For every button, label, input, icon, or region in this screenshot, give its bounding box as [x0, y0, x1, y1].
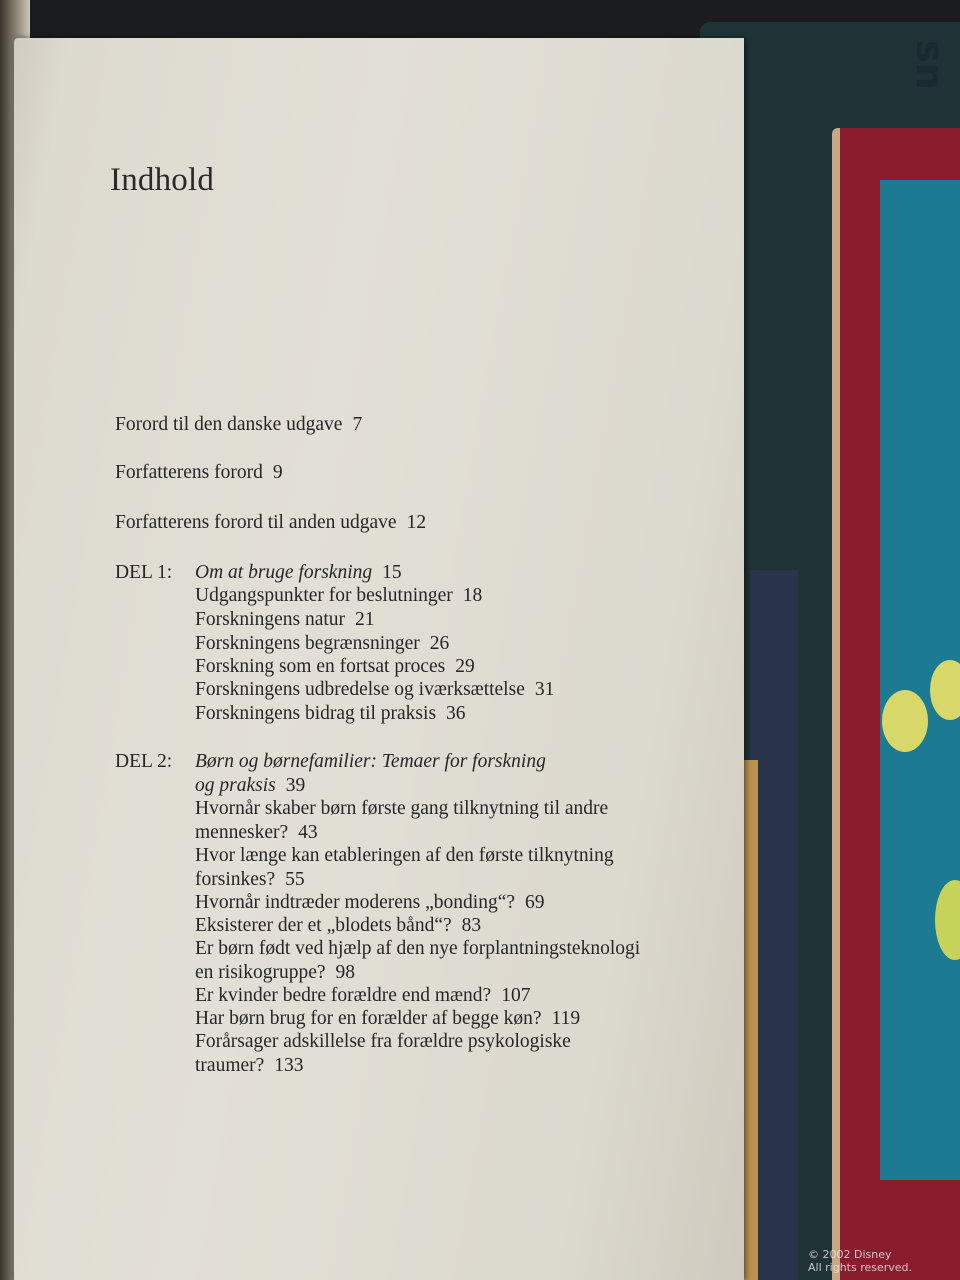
- toc-chapter-continued: [195, 869, 305, 891]
- toc-entry-page: 12: [406, 512, 427, 533]
- chapter-title: Udgangspunkter for beslutninger: [195, 585, 453, 606]
- book-page: [14, 38, 744, 1280]
- chapter-title: Forskningens bidrag til praksis: [195, 703, 437, 724]
- part-label: DEL 2:: [115, 751, 173, 772]
- toc-chapter: [195, 985, 530, 1007]
- toc-chapter-continued: [195, 1055, 304, 1077]
- chapter-page: 31: [534, 679, 555, 700]
- toc-entry-page: 9: [272, 462, 283, 483]
- chapter-page: 43: [298, 822, 318, 843]
- chapter-page: 29: [455, 656, 475, 677]
- chapter-title: Forskningens udbredelse og iværksættelse: [195, 679, 525, 700]
- part-title: og praksis: [195, 775, 276, 796]
- toc-chapter-continued: [195, 962, 355, 984]
- chapter-page: 36: [446, 703, 466, 724]
- part-title: Børn og børnefamilier: Temaer for forskning: [195, 751, 546, 772]
- chapter-page: 26: [429, 633, 450, 654]
- chapter-title: Forskningens natur: [195, 609, 346, 630]
- chapter-page: 83: [461, 915, 482, 936]
- chapter-title: forsinkes?: [195, 869, 276, 890]
- chapter-page: 133: [274, 1055, 304, 1076]
- toc-entry-title: Forfatterens forord til anden udgave: [115, 512, 397, 533]
- chapter-page: 98: [335, 962, 356, 983]
- chapter-page: 119: [551, 1008, 581, 1029]
- chapter-title: traumer?: [195, 1055, 265, 1076]
- toc-chapter: [195, 609, 375, 631]
- copyright-line: All rights reserved.: [808, 1261, 913, 1274]
- copyright-line: © 2002 Disney: [808, 1248, 892, 1261]
- chapter-title: Hvornår indtræder moderens „bonding“?: [195, 892, 516, 913]
- chapter-title: Er kvinder bedre forældre end mænd?: [195, 985, 492, 1006]
- chapter-title: Forskningens begrænsninger: [195, 633, 420, 654]
- chapter-title: Forårsager adskillelse fra forældre psykologiske: [195, 1031, 571, 1052]
- part-title-entry: [195, 751, 546, 773]
- chapter-title: mennesker?: [195, 822, 289, 843]
- toc-entry-title: Forfatterens forord: [115, 462, 263, 483]
- part-title: Om at bruge forskning: [195, 562, 373, 583]
- chapter-title: Hvor længe kan etableringen af den første tilknytning: [195, 845, 614, 866]
- toc-chapter: [195, 892, 545, 914]
- chapter-page: 69: [525, 892, 545, 913]
- part-label: DEL 1:: [115, 562, 173, 583]
- toc-chapter: [195, 1031, 571, 1053]
- chapter-title: en risikogruppe?: [195, 962, 326, 983]
- toc-entry-title: Forord til den danske udgave: [115, 414, 343, 435]
- toc-chapter: [195, 585, 482, 607]
- chapter-page: 21: [355, 609, 375, 630]
- page-title: Indhold: [110, 162, 215, 198]
- chapter-title: Har børn brug for en forælder af begge køn?: [195, 1008, 542, 1029]
- toc-chapter: [195, 1008, 580, 1030]
- toc-chapter-continued: [195, 822, 318, 844]
- background-spine-text: sn: [908, 40, 952, 90]
- chapter-title: Forskning som en fortsat proces: [195, 656, 446, 677]
- chapter-page: 107: [501, 985, 531, 1006]
- chapter-page: 55: [285, 869, 305, 890]
- toc-chapter: [195, 656, 475, 678]
- toc-chapter: [195, 703, 466, 725]
- chapter-title: Hvornår skaber børn første gang tilknytning til andre: [195, 798, 609, 819]
- part-page: 15: [382, 562, 402, 583]
- toc-entry: [115, 414, 362, 436]
- toc-chapter: [195, 845, 614, 867]
- toc-chapter: [195, 938, 640, 960]
- toc-chapter: [195, 633, 449, 655]
- chapter-title: Er børn født ved hjælp af den nye forplantningsteknologi: [195, 938, 641, 959]
- toc-entry-page: 7: [352, 414, 363, 435]
- background-yellow-dot: [882, 690, 928, 752]
- part-page: 39: [285, 775, 306, 796]
- toc-entry: [115, 462, 283, 484]
- toc-chapter: [195, 798, 608, 820]
- toc-chapter: [195, 679, 554, 701]
- chapter-title: Eksisterer der et „blodets bånd“?: [195, 915, 452, 936]
- chapter-page: 18: [462, 585, 483, 606]
- toc-chapter: [195, 915, 481, 937]
- toc-entry: [115, 512, 426, 534]
- part-title-entry-continued: [195, 775, 305, 797]
- part-title-entry: [195, 562, 402, 584]
- background-copyright: [808, 1248, 912, 1274]
